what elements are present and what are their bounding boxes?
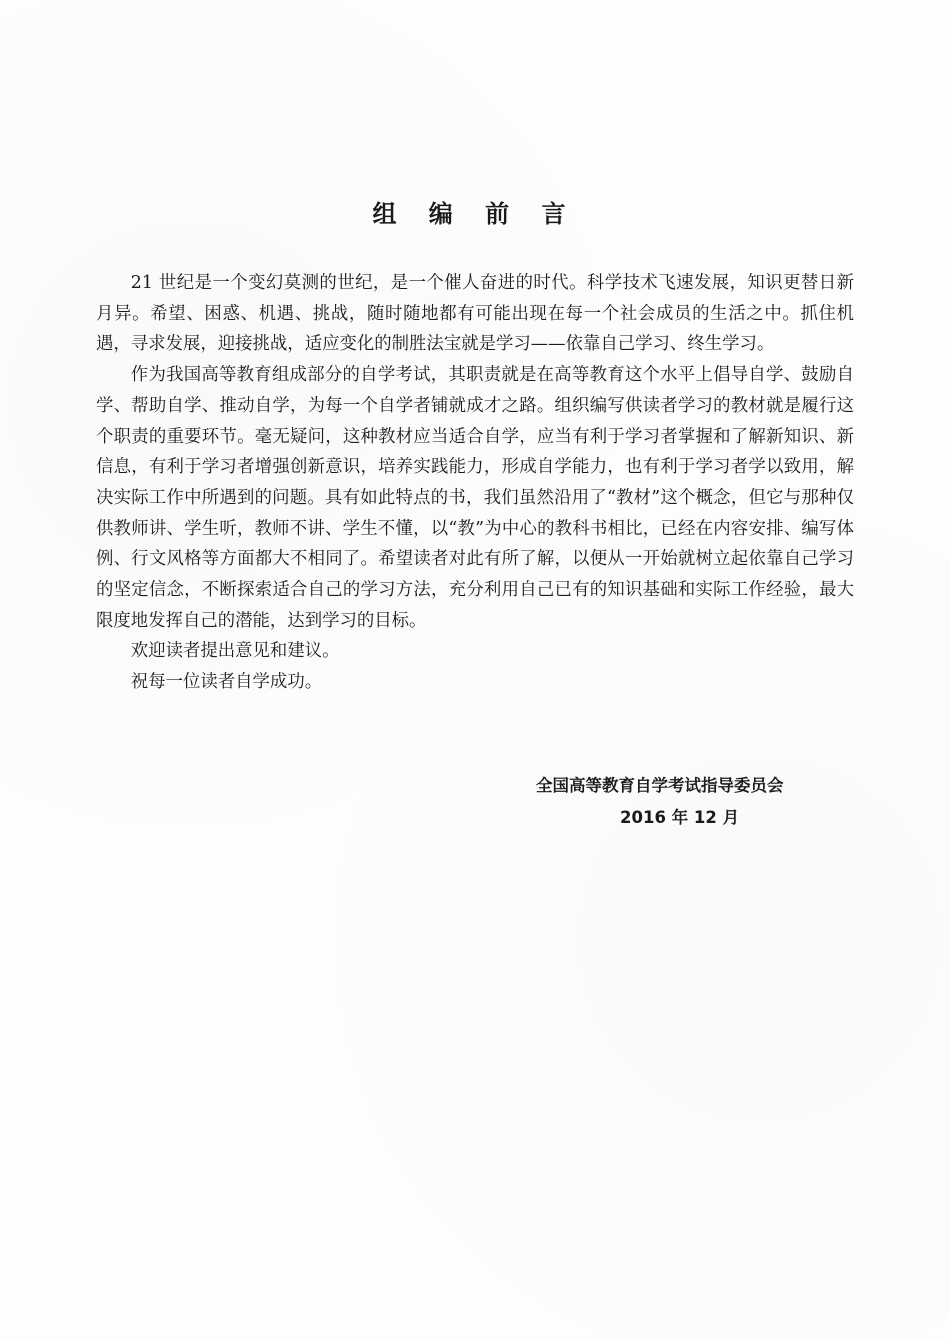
paragraph-1: 21 世纪是一个变幻莫测的世纪，是一个催人奋进的时代。科学技术飞速发展，知识更替日新月异。希望、困惑、机遇、挑战，随时随地都有可能出现在每一个社会成员的生活之中。抓住机遇，寻求发展，迎接挑战，适应变化的制胜法宝就是学习——依靠自己学习、终生学习。: [96, 273, 854, 355]
signature-date: 2016 年 12 月: [620, 808, 740, 827]
paragraph-3: 欢迎读者提出意见和建议。: [130, 641, 340, 662]
page-title: 组 编 前 言: [372, 200, 578, 228]
preface-body: [96, 268, 854, 698]
paragraph-2: 作为我国高等教育组成部分的自学考试，其职责就是在高等教育这个水平上倡导自学、鼓励自学、帮助自学、推动自学，为每一个自学者铺就成才之路。组织编写供读者学习的教材就是履行这个职责的重要环节。毫无疑问，这种教材应当适合自学，应当有利于学习者掌握和了解新知识、新信息，有利于学习者增强创新意识，培养实践能力，形成自学能力，也有利于学习者学以致用，解决实际工作中所遇到的问题。具有如此特点的书，我们虽然沿用了“教材”这个概念，但它与那种仅供教师讲、学生听，教师不讲、学生不懂，以“教”为中心的教科书相比，已经在内容安排、编写体例、行文风格等方面都大不相同了。希望读者对此有所了解，以便从一开始就树立起依靠自己学习的坚定信念，不断探索适合自己的学习方法，充分利用自己已有的知识基础和实际工作经验，最大限度地发挥自己的潜能，达到学习的目标。: [96, 365, 854, 631]
paragraph-4: 祝每一位读者自学成功。: [130, 672, 323, 693]
signature-organization: 全国高等教育自学考试指导委员会: [536, 776, 784, 795]
signature-block: [496, 770, 856, 834]
